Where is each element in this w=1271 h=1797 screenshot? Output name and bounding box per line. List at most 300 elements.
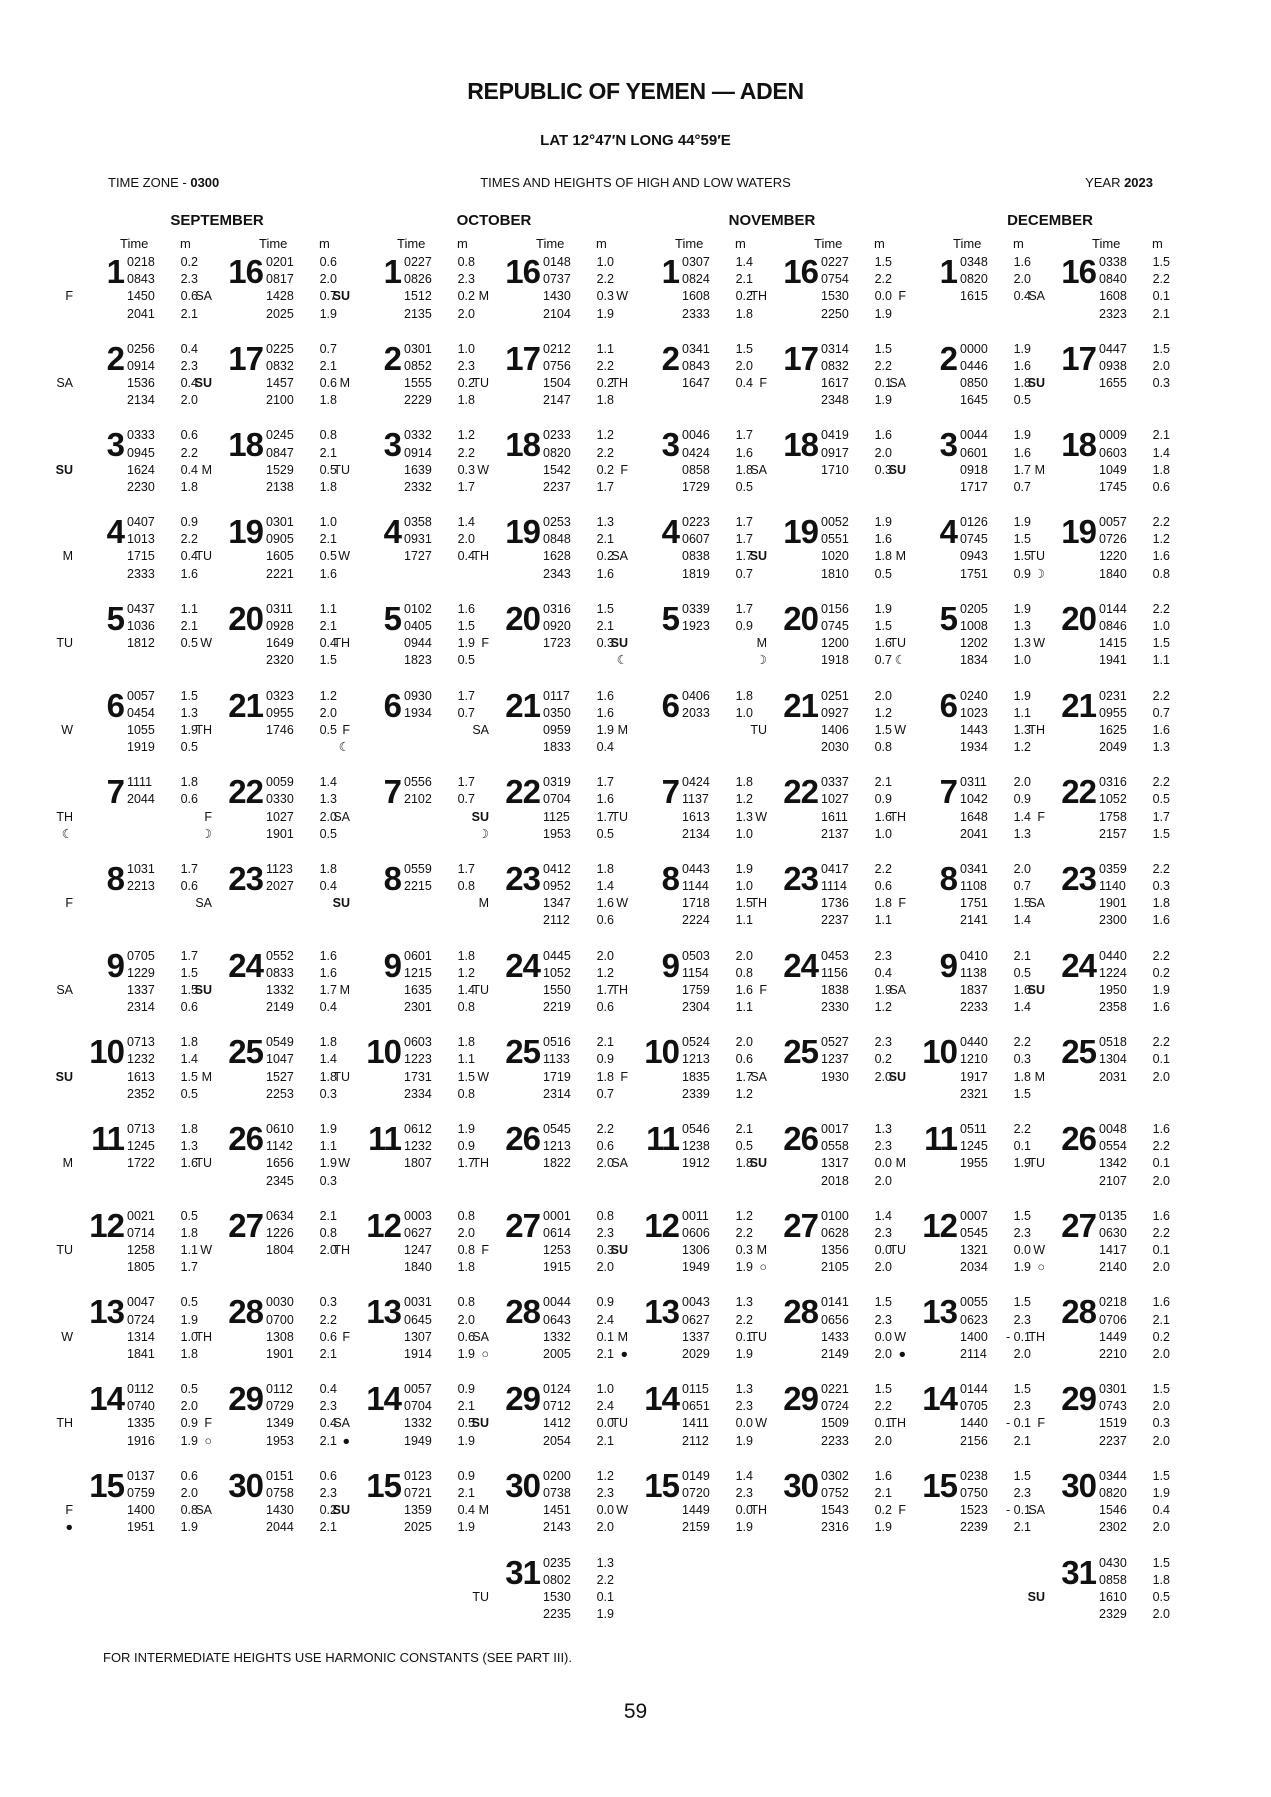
weekday-label: M [339, 376, 350, 391]
day-entry [1028, 686, 1189, 772]
height-column-header: m [1152, 236, 1163, 251]
tide-height: 1.4 [1013, 1000, 1031, 1015]
day-number: 28 [505, 1293, 540, 1331]
tide-time: 0333 [127, 428, 155, 443]
day-number: 14 [89, 1380, 124, 1418]
tide-time: 0301 [266, 515, 294, 530]
tide-height: 0.1 [1152, 289, 1170, 304]
tide-time: 1722 [127, 1156, 155, 1171]
tide-time: 2233 [960, 1000, 988, 1015]
day-entry [611, 773, 772, 858]
tide-time: 1335 [127, 1416, 155, 1431]
tide-height: 2.3 [180, 358, 198, 373]
tide-height: 1.5 [874, 255, 892, 269]
tide-time: 0643 [543, 1312, 571, 1327]
tide-time: 0850 [960, 376, 988, 391]
tide-height: 0.5 [1152, 792, 1170, 807]
tide-height: 0.6 [596, 1000, 614, 1015]
tide-height: 1.7 [457, 775, 475, 790]
day-number: 6 [383, 686, 401, 724]
day-entry [749, 513, 911, 598]
day-number: 14 [644, 1380, 679, 1418]
day-entry [472, 1553, 633, 1639]
tide-time: 0112 [266, 1382, 293, 1397]
tide-height: 1.9 [319, 1122, 337, 1136]
tide-time: 2102 [404, 792, 432, 807]
day-entry [56, 1380, 217, 1465]
tide-height: 1.0 [1152, 618, 1170, 633]
tide-height: 1.9 [457, 636, 475, 651]
weekday-label: F [204, 1416, 212, 1431]
tide-time: 0227 [821, 255, 849, 269]
tide-time: 0645 [404, 1312, 432, 1327]
weekday-label: SU [610, 636, 628, 651]
tide-height: 0.7 [457, 792, 475, 807]
weekday-label: TH [750, 1503, 767, 1518]
tide-time: 0240 [960, 688, 988, 703]
tide-time: 0554 [1099, 1139, 1127, 1154]
tide-height: 1.8 [874, 896, 892, 911]
weekday-label: TH [889, 809, 906, 824]
day-entry [1037, 773, 1189, 858]
tide-time: 2332 [404, 479, 432, 494]
tide-time: 2044 [127, 792, 155, 807]
day-entry [1027, 339, 1189, 425]
tide-height: 0.0 [874, 1243, 892, 1258]
tide-time: 1337 [682, 1329, 710, 1344]
tide-height: 1.1 [457, 1052, 475, 1067]
day-number: 22 [228, 773, 263, 811]
tide-height: 1.5 [457, 1069, 475, 1084]
tide-time: 1457 [266, 376, 294, 391]
tide-height: 2.3 [596, 1485, 614, 1500]
tide-height: 2.1 [735, 1122, 753, 1136]
tide-time: 0100 [821, 1208, 849, 1223]
tide-time: 0832 [821, 358, 849, 373]
tide-time: 2149 [821, 1346, 849, 1361]
tide-time: 1253 [543, 1243, 571, 1258]
weekday-label: SU [1027, 982, 1045, 997]
tide-time: 0729 [266, 1399, 294, 1414]
tide-height: 0.6 [180, 289, 198, 304]
tide-time: 0824 [682, 272, 710, 287]
tide-height: 1.6 [874, 636, 892, 651]
tide-height: 2.4 [596, 1312, 614, 1327]
tide-time: 0117 [543, 688, 570, 703]
tide-time: 1647 [682, 376, 710, 391]
tide-height: 1.6 [319, 948, 337, 963]
tide-height: 1.6 [1152, 722, 1170, 737]
tide-time: 2323 [1099, 306, 1127, 321]
tide-time: 2321 [960, 1086, 988, 1101]
tide-time: 0301 [404, 341, 432, 356]
tide-time: 1710 [821, 462, 849, 477]
weekday-label: M [201, 462, 212, 477]
moon-phase-icon: ○ [1037, 1260, 1045, 1275]
tide-height: 0.3 [319, 1086, 337, 1101]
height-column-header: m [596, 236, 607, 251]
day-entry [610, 599, 772, 685]
weekday-label: F [1037, 1416, 1045, 1431]
tide-height: 0.8 [596, 1208, 614, 1223]
tide-height: 2.0 [1152, 1433, 1170, 1448]
time-column-header: Time [675, 236, 704, 251]
tide-height: 1.1 [1013, 705, 1031, 720]
tide-height: 1.4 [1152, 445, 1170, 460]
tide-height: 0.8 [319, 428, 337, 443]
tide-height: 0.2 [874, 1052, 892, 1067]
day-number: 25 [783, 1033, 818, 1071]
tide-time: 0030 [266, 1295, 294, 1310]
tide-height: 0.4 [319, 879, 337, 894]
tide-height: 2.0 [1152, 1346, 1170, 1361]
tide-time: 1955 [960, 1156, 988, 1171]
tide-height: 2.0 [1013, 775, 1031, 790]
weekday-label: TU [56, 1243, 73, 1258]
tide-height: 0.5 [180, 740, 198, 755]
tide-time: 0914 [127, 358, 155, 373]
weekday-label: SU [332, 289, 350, 304]
tide-time: 1428 [266, 289, 294, 304]
tide-time: 1645 [960, 393, 988, 408]
tide-time: 1509 [821, 1416, 849, 1431]
tide-height: 1.3 [180, 1139, 198, 1154]
tide-time: 0059 [266, 775, 294, 790]
tide-time: 0031 [404, 1295, 432, 1310]
tide-time: 1049 [1099, 462, 1127, 477]
day-number: 4 [106, 513, 124, 551]
day-entry [611, 339, 772, 425]
tide-height: 1.9 [1152, 982, 1170, 997]
weekday-label: TU [750, 722, 767, 737]
tide-time: 1934 [960, 740, 988, 755]
day-entry [1033, 599, 1189, 685]
tide-time: 1613 [127, 1069, 155, 1084]
day-number: 14 [366, 1380, 401, 1418]
day-entry [195, 513, 356, 598]
day-number: 18 [1061, 426, 1096, 464]
tide-time: 1536 [127, 376, 155, 391]
day-number: 3 [383, 426, 401, 464]
tide-height: 0.8 [180, 1503, 198, 1518]
tide-time: 1807 [404, 1156, 432, 1171]
tide-time: 2157 [1099, 826, 1127, 841]
column-headers [633, 236, 911, 254]
day-number: 29 [228, 1380, 263, 1418]
tide-time: 0223 [682, 515, 710, 530]
day-number: 15 [89, 1466, 124, 1504]
tide-time: 1546 [1099, 1503, 1127, 1518]
tide-time: 2237 [543, 479, 571, 494]
day-number: 10 [644, 1033, 679, 1071]
tide-time: 2159 [682, 1520, 710, 1535]
tide-height: 0.7 [596, 1086, 614, 1101]
tide-height: 0.7 [1013, 479, 1031, 494]
tide-time: 0559 [404, 861, 432, 876]
tide-height: 1.6 [1013, 255, 1031, 269]
tide-time: 0758 [266, 1485, 294, 1500]
tide-height: 0.8 [1152, 566, 1170, 581]
tide-height: 1.8 [457, 1035, 475, 1050]
month-0 [55, 212, 356, 1535]
tide-height: 1.8 [180, 479, 198, 494]
tide-height: 1.5 [457, 618, 475, 633]
tide-time: 0726 [1099, 532, 1127, 547]
tide-height: 2.1 [1152, 1312, 1170, 1327]
tide-time: 1140 [1099, 879, 1126, 894]
tide-height: 1.2 [735, 792, 753, 807]
tide-height: 1.6 [1152, 1295, 1170, 1310]
tide-height: 1.2 [874, 1000, 892, 1015]
tide-height: 2.0 [1013, 1346, 1031, 1361]
day-number: 2 [661, 339, 679, 377]
tide-height: 0.4 [180, 376, 198, 391]
time-column-header: Time [536, 236, 565, 251]
tide-time: 0115 [682, 1382, 709, 1397]
tide-time: 0549 [266, 1035, 294, 1050]
tide-height: 0.6 [596, 1139, 614, 1154]
weekday-label: TH [56, 1416, 73, 1431]
tide-time: 1835 [682, 1069, 710, 1084]
tide-height: 0.1 [735, 1329, 753, 1344]
tide-time: 1237 [821, 1052, 849, 1067]
tide-time: 0724 [821, 1399, 849, 1414]
tide-time: 0603 [404, 1035, 432, 1050]
tide-height: 1.5 [874, 1382, 892, 1397]
tide-time: 1052 [543, 965, 571, 980]
day-number: 5 [939, 599, 957, 637]
tide-time: 1751 [960, 896, 988, 911]
weekday-label: TU [889, 1243, 906, 1258]
tide-time: 0756 [543, 358, 571, 373]
tide-height: 1.9 [457, 1346, 475, 1361]
tide-time: 2100 [266, 393, 294, 408]
tide-height: 0.1 [1152, 1243, 1170, 1258]
tide-height: 2.0 [735, 1035, 753, 1050]
day-number: 7 [939, 773, 957, 811]
weekday-label: TH [889, 1416, 906, 1431]
tide-time: 0920 [543, 618, 571, 633]
tide-time: 1013 [127, 532, 155, 547]
tide-height: 0.3 [1152, 376, 1170, 391]
day-number: 27 [1061, 1206, 1096, 1244]
tide-time: 1819 [682, 566, 710, 581]
tide-height: 0.5 [180, 1086, 198, 1101]
tide-time: 1052 [1099, 792, 1127, 807]
time-column-header: Time [814, 236, 843, 251]
tide-time: 1027 [821, 792, 849, 807]
tide-height: 0.1 [596, 1589, 614, 1604]
tide-height: 1.5 [1152, 1555, 1170, 1570]
tide-time: 0927 [821, 705, 849, 720]
day-entry [478, 253, 633, 338]
weekday-label: W [200, 636, 212, 651]
weekday-label: SU [888, 1069, 906, 1084]
tide-time: 2005 [543, 1346, 571, 1361]
tide-height: 0.0 [874, 289, 892, 304]
weekday-label: SA [1028, 289, 1045, 304]
tide-height: 1.9 [180, 1433, 198, 1448]
weekday-label: F [898, 1503, 906, 1518]
tide-time: 1838 [821, 982, 849, 997]
tide-height: 0.1 [1152, 1156, 1170, 1171]
tide-height: 0.1 [1013, 1139, 1031, 1154]
tide-time: 1841 [127, 1346, 155, 1361]
tide-height: 2.1 [596, 532, 614, 547]
tide-height: 0.9 [735, 618, 753, 633]
tide-time: 2314 [543, 1086, 571, 1101]
day-number: 22 [783, 773, 818, 811]
tide-height: - 0.1 [1005, 1503, 1031, 1518]
day-entry [333, 426, 494, 511]
tide-time: 0348 [960, 255, 988, 269]
tide-time: 1901 [266, 826, 294, 841]
day-entry [1027, 946, 1189, 1032]
day-number: 16 [228, 253, 263, 290]
weekday-label: TU [333, 1069, 350, 1084]
tide-time: 0344 [1099, 1468, 1127, 1483]
tide-time: 1349 [266, 1416, 294, 1431]
tide-time: 0955 [1099, 705, 1127, 720]
tide-height: 1.5 [1152, 826, 1170, 841]
day-number: 26 [1061, 1120, 1096, 1157]
tide-time: 1655 [1099, 376, 1127, 391]
tide-time: 0410 [960, 948, 988, 963]
day-number: 17 [228, 339, 263, 377]
tide-height: 0.6 [735, 1052, 753, 1067]
weekday-label: F [1037, 809, 1045, 824]
tide-time: 0846 [1099, 618, 1127, 633]
tide-height: 1.5 [874, 341, 892, 356]
height-column-header: m [874, 236, 885, 251]
tide-time: 0752 [821, 1485, 849, 1500]
weekday-label: M [201, 1069, 212, 1084]
tide-height: 2.3 [457, 272, 475, 287]
day-number: 1 [661, 253, 679, 290]
tide-height: 0.5 [180, 1295, 198, 1310]
tide-time: 1656 [266, 1156, 294, 1171]
weekday-label: SU [194, 376, 212, 391]
tide-time: 1901 [1099, 896, 1127, 911]
tide-time: 0301 [1099, 1382, 1127, 1397]
day-entry [478, 1466, 633, 1552]
tide-time: 2210 [1099, 1346, 1127, 1361]
tide-height: 0.4 [457, 549, 475, 564]
tide-time: 1530 [821, 289, 849, 304]
tide-time: 0001 [543, 1208, 571, 1223]
tide-height: 2.2 [596, 358, 614, 373]
tide-height: 1.8 [735, 306, 753, 321]
day-entry [1028, 513, 1189, 598]
tide-time: 1247 [404, 1243, 432, 1258]
weekday-label: TH [1028, 722, 1045, 737]
tide-height: 1.8 [457, 1260, 475, 1275]
tide-time: 2213 [127, 879, 155, 894]
weekday-label: F [898, 896, 906, 911]
day-number: 9 [939, 946, 957, 984]
tide-time: 1036 [127, 618, 155, 633]
tide-time: 1417 [1099, 1243, 1127, 1258]
tide-height: 1.7 [180, 948, 198, 963]
tide-time: 2143 [543, 1520, 571, 1535]
tide-height: 1.6 [596, 896, 614, 911]
height-column-header: m [457, 236, 468, 251]
tide-time: 0307 [682, 255, 710, 269]
tide-height: 2.1 [457, 1485, 475, 1500]
tide-height: 2.0 [319, 705, 337, 720]
tide-time: 0339 [682, 601, 710, 616]
tide-height: 1.3 [1013, 636, 1031, 651]
tide-height: 1.9 [874, 1520, 892, 1535]
weekday-label: TH [750, 896, 767, 911]
tide-height: 1.7 [457, 479, 475, 494]
tide-time: 2029 [682, 1346, 710, 1361]
day-number: 7 [106, 773, 124, 811]
day-entry [1034, 426, 1189, 511]
tide-time: 0759 [127, 1485, 155, 1500]
tide-height: 1.8 [596, 393, 614, 408]
tide-height: 0.3 [1152, 1416, 1170, 1431]
day-number: 17 [783, 339, 818, 377]
weekday-label: W [61, 1329, 73, 1344]
column-headers [78, 236, 356, 254]
day-number: 3 [106, 426, 124, 464]
tide-height: 1.6 [874, 532, 892, 547]
tide-height: 2.2 [874, 861, 892, 876]
tide-height: 0.4 [735, 376, 753, 391]
tide-height: 1.9 [319, 306, 337, 321]
tide-height: 0.2 [874, 1503, 892, 1518]
tide-time: 2104 [543, 306, 571, 321]
tide-height: 1.7 [1013, 462, 1031, 477]
weekday-label: W [894, 722, 906, 737]
tide-height: 0.6 [319, 1468, 337, 1483]
tide-time: 0623 [960, 1312, 988, 1327]
tide-height: 1.5 [1013, 896, 1031, 911]
tide-time: 1512 [404, 289, 432, 304]
tide-height: 1.0 [319, 515, 337, 530]
day-number: 5 [106, 599, 124, 637]
tide-time: 0634 [266, 1208, 294, 1223]
tide-time: 1224 [1099, 965, 1127, 980]
tide-height: 1.0 [457, 341, 475, 356]
tide-height: 1.8 [735, 688, 753, 703]
tide-time: 0917 [821, 445, 849, 460]
tide-time: 2300 [1099, 913, 1127, 928]
tide-time: 2237 [1099, 1433, 1127, 1448]
tide-height: 1.4 [319, 1052, 337, 1067]
tide-height: 1.7 [596, 809, 614, 824]
tide-time: 0745 [960, 532, 988, 547]
tide-time: 0945 [127, 445, 155, 460]
tide-time: 0057 [1099, 515, 1127, 530]
tide-height: 1.9 [596, 306, 614, 321]
day-entry [888, 426, 1050, 511]
tide-height: 0.6 [457, 1329, 475, 1344]
tide-height: 1.8 [180, 775, 198, 790]
tide-time: 0712 [543, 1399, 571, 1414]
day-entry [1028, 1466, 1189, 1552]
tide-time: 0126 [960, 515, 988, 530]
day-number: 10 [89, 1033, 124, 1071]
tide-time: 2140 [1099, 1260, 1127, 1275]
tide-time: 0316 [543, 601, 571, 616]
tide-height: 2.0 [1152, 1260, 1170, 1275]
weekday-label: W [200, 1243, 212, 1258]
tide-height: 1.1 [319, 1139, 337, 1154]
tide-time: 1400 [960, 1329, 988, 1344]
day-number: 20 [228, 599, 263, 637]
